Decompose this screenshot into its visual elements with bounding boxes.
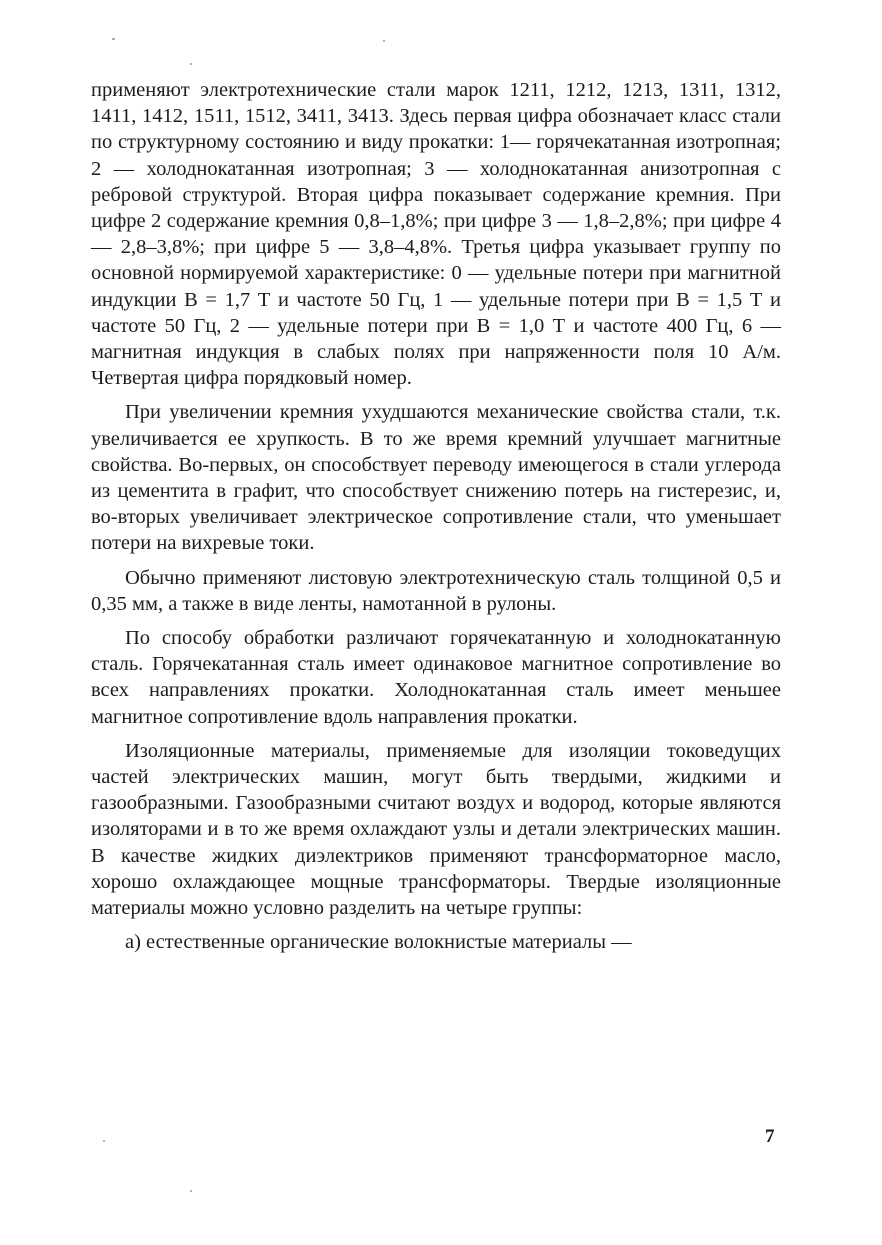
page-number: 7 — [765, 1126, 775, 1147]
scan-speck — [103, 1140, 105, 1142]
scan-speck — [383, 40, 385, 42]
scan-speck — [112, 38, 115, 40]
paragraph-steel-grades: применяют электротехнические стали марок 1211, 1212, 1213, 1311, 1312, 1411, 1412, 1511, 1512, 3411, 3413. Здесь первая цифра обозначает класс стали по структурному состоянию и виду прокатки: 1— горячекатанная изотропная; 2 — холоднокатанная изотропная; 3 — холоднокатанная анизотропная с ребровой структурой. Вторая цифра показывает содержание кремния. При цифре 2 содержание кремния 0,8–1,8%; при цифре 3 — 1,8–2,8%; при цифре 4 — 2,8–3,8%; при цифре 5 — 3,8–4,8%. Третья цифра указывает группу по основной нормируемой характеристике: 0 — удельные потери при магнитной индукции В = 1,7 Т и частоте 50 Гц, 1 — удельные потери при В = 1,5 Т и частоте 50 Гц, 2 — удельные потери при В = 1,0 Т и частоте 400 Гц, 6 — магнитная индукция в слабых полях при напряженности поля 10 А/м. Четвертая цифра порядковый номер. — [91, 79, 781, 390]
paragraph-insulation-materials: Изоляционные материалы, применяемые для изоляции токоведущих частей электрических машин, могут быть твердыми, жидкими и газообразными. Газообразными считают воздух и водород, которые являются изоляторами и в то же время охлаждают узлы и детали электрических машин. В качестве жидких диэлектриков применяют трансформаторное масло, хорошо охлаждающее мощные трансформаторы. Твердые изоляционные материалы можно условно разделить на четыре группы: — [91, 739, 781, 920]
scan-speck — [190, 1190, 192, 1192]
scan-speck — [190, 63, 192, 65]
paragraph-rolling-method: По способу обработки различают горячекатанную и холоднокатанную сталь. Горячекатанная сталь имеет одинаковое магнитное сопротивление во всех направлениях прокатки. Холоднокатанная сталь имеет меньшее магнитное сопротивление вдоль направления прокатки. — [91, 627, 781, 728]
paragraph-list-item-a: а) естественные органические волокнистые материалы — — [125, 931, 632, 954]
paragraph-sheet-thickness: Обычно применяют листовую электротехническую сталь толщиной 0,5 и 0,35 мм, а также в виде ленты, намотанной в рулоны. — [91, 566, 781, 615]
paragraph-silicon-effect: При увеличении кремния ухудшаются механические свойства стали, т.к. увеличивается ее хрупкость. В то же время кремний улучшает магнитные свойства. Во-первых, он способствует переводу имеющегося в стали углерода из цементита в графит, что способствует снижению потерь на гистерезис, и, во-вторых увеличивает электрическое сопротивление стали, что уменьшает потери на вихревые токи. — [91, 401, 781, 555]
body-text — [91, 77, 781, 956]
